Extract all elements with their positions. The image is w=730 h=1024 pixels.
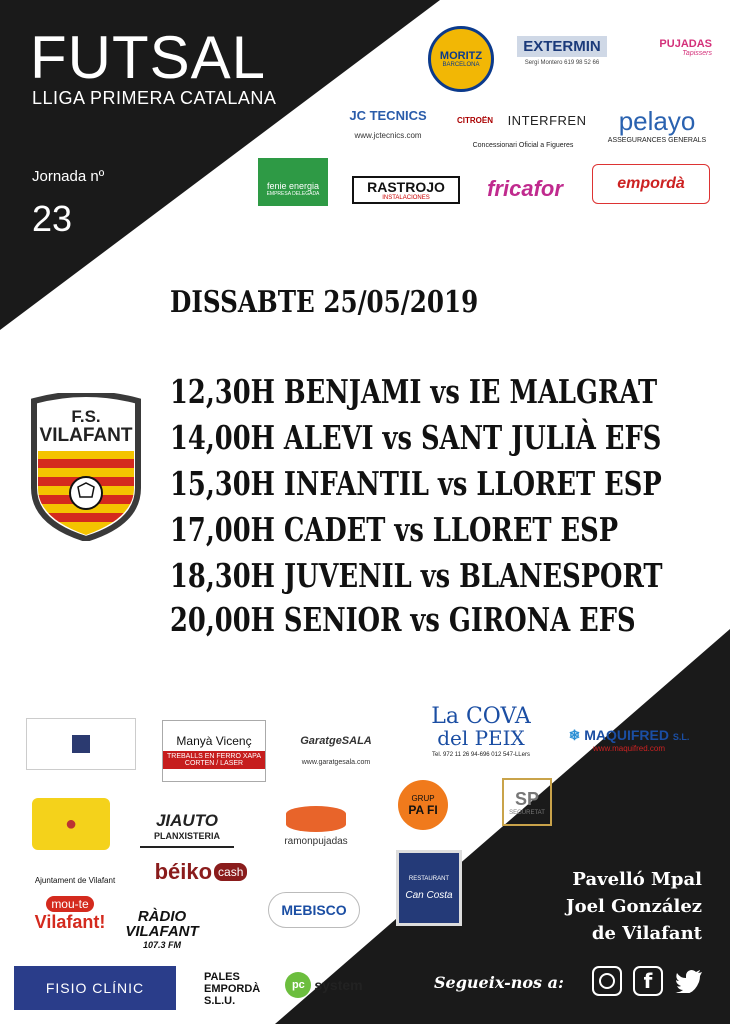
- ramon-mark: [286, 806, 346, 832]
- fenie-energia-logo: [258, 158, 328, 206]
- beiko-cash-text: cash: [214, 863, 247, 881]
- match-row: 18,30H JUVENIL vs BLANESPORT: [170, 556, 663, 595]
- extermin-logo: [514, 30, 610, 72]
- pujadas-logo-text: PUJADAS: [659, 37, 712, 50]
- maquifred-logo-sub: www.maquifred.com: [592, 744, 666, 753]
- manya-vicenc-logo: [162, 720, 266, 782]
- moute-vilafant-logo: [30, 886, 110, 942]
- rastrojo-logo: [352, 176, 460, 204]
- beiko-cash-logo: [146, 854, 256, 890]
- jornada-label: Jornada nº: [32, 168, 105, 185]
- fisio-logo-text: FISIO CLÍNIC: [45, 980, 145, 996]
- jctecnics-logo-sub: www.jctecnics.com: [354, 131, 422, 140]
- radio-freq: 107.3 FM: [142, 940, 182, 950]
- venue-info: [566, 866, 702, 947]
- maquifred-logo-text: [569, 727, 690, 744]
- pcsystem-text: system: [314, 977, 363, 993]
- fenie-logo-sub: EMPRESA DELEGADA: [266, 191, 320, 197]
- match-row: 12,30H BENJAMI vs IE MALGRAT: [170, 372, 658, 411]
- venue-line2: Joel González: [566, 896, 702, 917]
- garatge-sala-logo: [290, 725, 382, 775]
- beiko-logo-text: béiko: [154, 859, 213, 884]
- radio-name: VILAFANT: [125, 923, 199, 940]
- facebook-icon[interactable]: f: [633, 966, 663, 996]
- match-row: 14,00H ALEVI vs SANT JULIÀ EFS: [170, 418, 662, 457]
- vilafant-esport-text: Vilafant!: [34, 911, 106, 932]
- pales-line3: S.L.U.: [204, 995, 236, 1007]
- instagram-lens: [599, 973, 615, 989]
- extermin-logo-text: EXTERMIN: [517, 36, 607, 57]
- jornada-number: 23: [32, 198, 73, 239]
- cova-logo-line1: La COVA: [431, 704, 531, 729]
- mebisco-logo: [268, 892, 360, 928]
- page-title: FUTSAL: [30, 24, 267, 91]
- pales-line2: EMPORDÀ: [204, 983, 261, 995]
- cova-logo-sub: Tel. 972 11 26 94-696 012 547-LLers: [432, 752, 530, 758]
- radio-vilafant-logo: [122, 904, 202, 956]
- cova-del-peix-logo: [416, 696, 546, 768]
- venue-line3: de Vilafant: [591, 923, 702, 944]
- pc-mark: pc: [285, 972, 311, 998]
- match-row: 15,30H INFANTIL vs LLORET ESP: [170, 464, 662, 503]
- pelayo-logo-sub: ASSEGURANCES GENERALS: [607, 137, 707, 144]
- jiauto-logo-text: JIAUTO: [155, 811, 219, 830]
- moritz-logo-text: MORITZ: [439, 50, 483, 62]
- snowflake-icon: ❄: [568, 727, 581, 743]
- pelayo-logo: [604, 95, 710, 155]
- venue-line1: Pavelló Mpal: [572, 869, 702, 890]
- concessionari-label: Concessionari Oficial a Figueres: [472, 141, 574, 149]
- club-name-line2: VILAFANT: [39, 425, 133, 446]
- manya-logo-sub: TREBALLS EN FERRO XAPA CORTEN / LASER: [163, 751, 265, 769]
- grup-pafi-logo: [398, 780, 448, 830]
- moute-text: mou-te: [46, 896, 93, 912]
- club-name-line1: F.S.: [71, 407, 101, 426]
- pc-system-logo: [278, 960, 370, 1010]
- emporda-logo: [592, 164, 710, 204]
- jiauto-logo: [140, 806, 234, 848]
- rooster-icon: ●: [64, 812, 78, 835]
- jiauto-logo-sub: PLANXISTERIA: [153, 831, 220, 841]
- restaurant-text: RESTAURANT: [408, 875, 450, 882]
- maquifred-logo: [556, 718, 702, 762]
- pales-line1: PALES: [204, 971, 240, 983]
- garatge-logo-sub: www.garatgesala.com: [301, 758, 371, 766]
- jctecnics-logo: [348, 100, 428, 148]
- pafi-text: PA FI: [408, 802, 438, 817]
- ramon-logo-text: ramonpujadas: [284, 835, 348, 847]
- event-date: DISSABTE 25/05/2019: [170, 285, 479, 320]
- extermin-logo-sub: Sergi Montero 619 98 52 66: [524, 60, 600, 66]
- moritz-logo: [428, 26, 494, 92]
- pujadas-logo-sub: Tapissers: [682, 49, 712, 57]
- citroen-logo-text: CITROËN: [457, 115, 493, 125]
- club-crest: [30, 393, 142, 541]
- fricafor-logo-text: fricafor: [487, 176, 563, 201]
- manya-logo-text: Manyà Vicenç: [176, 733, 252, 748]
- can-costa-text: Can Costa: [405, 889, 453, 901]
- rastrojo-logo-sub: INSTALACIONES: [382, 195, 430, 201]
- sp-mark: SP: [514, 788, 539, 809]
- fenie-logo-text: fenie energia: [266, 181, 320, 191]
- ramon-pujadas-logo: [276, 800, 356, 852]
- rastrojo-logo-text: RASTROJO: [367, 179, 445, 195]
- garatge-logo-text: GaratgeSALA: [300, 734, 372, 747]
- gilbert-logo: [26, 718, 136, 770]
- radio-text: RÀDIO: [137, 908, 187, 925]
- citroen-logo: [450, 104, 500, 136]
- ajuntament-text: [30, 874, 120, 886]
- fisio-clinic-logo: [14, 966, 176, 1010]
- moritz-logo-sub: BARCELONA: [442, 62, 480, 68]
- gilbert-logo-mark: [72, 735, 90, 753]
- instagram-icon[interactable]: [592, 966, 622, 996]
- ajuntament-label: Ajuntament de Vilafant: [34, 875, 116, 885]
- maquifred-name: MAQUIFRED: [584, 727, 669, 743]
- grup-text: GRUP: [411, 793, 435, 803]
- jctecnics-logo-text: JC TECNICS: [349, 108, 427, 123]
- can-costa-logo: [396, 850, 462, 926]
- sp-seguretat-logo: [502, 778, 552, 826]
- concessionari-text: [460, 138, 586, 152]
- la-cantina-logo: [32, 798, 110, 850]
- twitter-icon[interactable]: [674, 966, 704, 996]
- cova-logo-line2: del PEIX: [437, 726, 525, 750]
- follow-us-label: Segueix-nos a:: [434, 973, 564, 992]
- pelayo-logo-text: pelayo: [618, 106, 696, 136]
- pales-emporda-logo: [204, 964, 274, 1014]
- pujadas-logo: [632, 24, 712, 70]
- match-row: 17,00H CADET vs LLORET ESP: [170, 510, 619, 549]
- fricafor-logo: [470, 170, 580, 208]
- interfren-logo-text: INTERFREN: [508, 112, 586, 128]
- seguretat-text: SEGURETAT: [509, 809, 545, 816]
- maquifred-sl: S.L.: [672, 732, 690, 742]
- match-row: 20,00H SENIOR vs GIRONA EFS: [170, 600, 636, 639]
- football-icon: [70, 477, 102, 509]
- league-subtitle: LLIGA PRIMERA CATALANA: [32, 88, 277, 108]
- interfren-logo: [508, 110, 586, 130]
- mebisco-logo-text: MEBISCO: [281, 902, 347, 918]
- emporda-logo-text: empordà: [617, 175, 685, 192]
